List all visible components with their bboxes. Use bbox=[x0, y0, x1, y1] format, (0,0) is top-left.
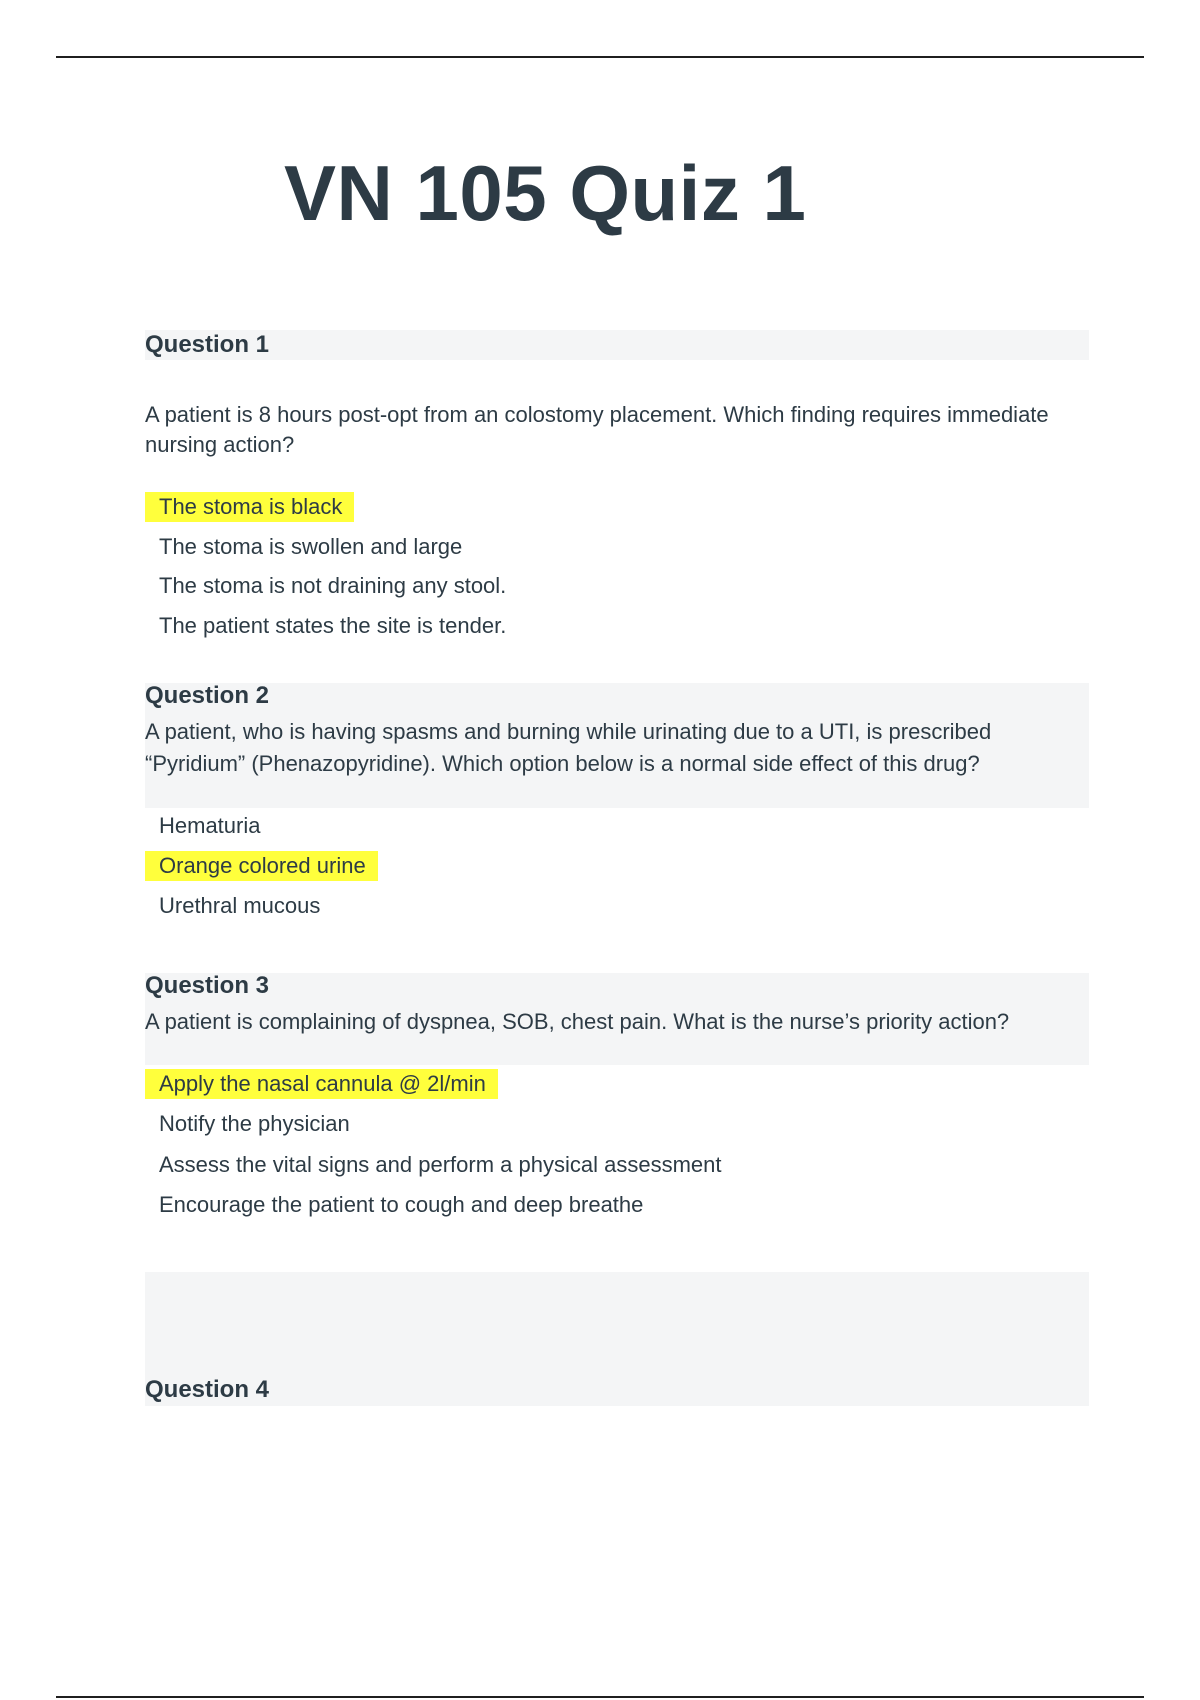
question-1-text: A patient is 8 hours post-opt from an colostomy placement. Which finding requires immediate nursing action? bbox=[145, 402, 1049, 457]
question-2-answer-2: Orange colored urine bbox=[145, 851, 378, 881]
question-3-answer-1: Apply the nasal cannula @ 2l/min bbox=[145, 1069, 498, 1099]
question-3-text: A patient is complaining of dyspnea, SOB, chest pain. What is the nurse’s priority action? bbox=[145, 1009, 1010, 1034]
question-3-answer-4: Encourage the patient to cough and deep breathe bbox=[159, 1192, 644, 1217]
top-rule bbox=[56, 56, 1144, 58]
question-2-label: Question 2 bbox=[145, 682, 270, 709]
question-1-answer-4: The patient states the site is tender. bbox=[159, 613, 507, 638]
question-3-answer-2: Notify the physician bbox=[159, 1111, 350, 1136]
question-1-answer-2: The stoma is swollen and large bbox=[159, 534, 463, 559]
bottom-rule bbox=[56, 1696, 1144, 1698]
question-1-header-bg bbox=[145, 330, 1089, 360]
document-title: VN 105 Quiz 1 bbox=[284, 149, 807, 237]
question-2-answer-1: Hematuria bbox=[159, 813, 261, 838]
question-3-answer-3: Assess the vital signs and perform a physical assessment bbox=[159, 1152, 722, 1177]
question-3-label: Question 3 bbox=[145, 972, 270, 999]
question-1-label: Question 1 bbox=[145, 331, 270, 358]
question-1-answer-1: The stoma is black bbox=[145, 492, 354, 522]
question-4-header-bg bbox=[145, 1272, 1089, 1406]
question-2-answer-3: Urethral mucous bbox=[159, 893, 321, 918]
question-4-label: Question 4 bbox=[145, 1376, 270, 1403]
question-1-answer-3: The stoma is not draining any stool. bbox=[159, 573, 507, 598]
question-2-text: A patient, who is having spasms and burning while urinating due to a UTI, is prescribed “Pyridium” (Phenazopyridine). Which option below is a normal side effect of this drug? bbox=[145, 719, 992, 776]
